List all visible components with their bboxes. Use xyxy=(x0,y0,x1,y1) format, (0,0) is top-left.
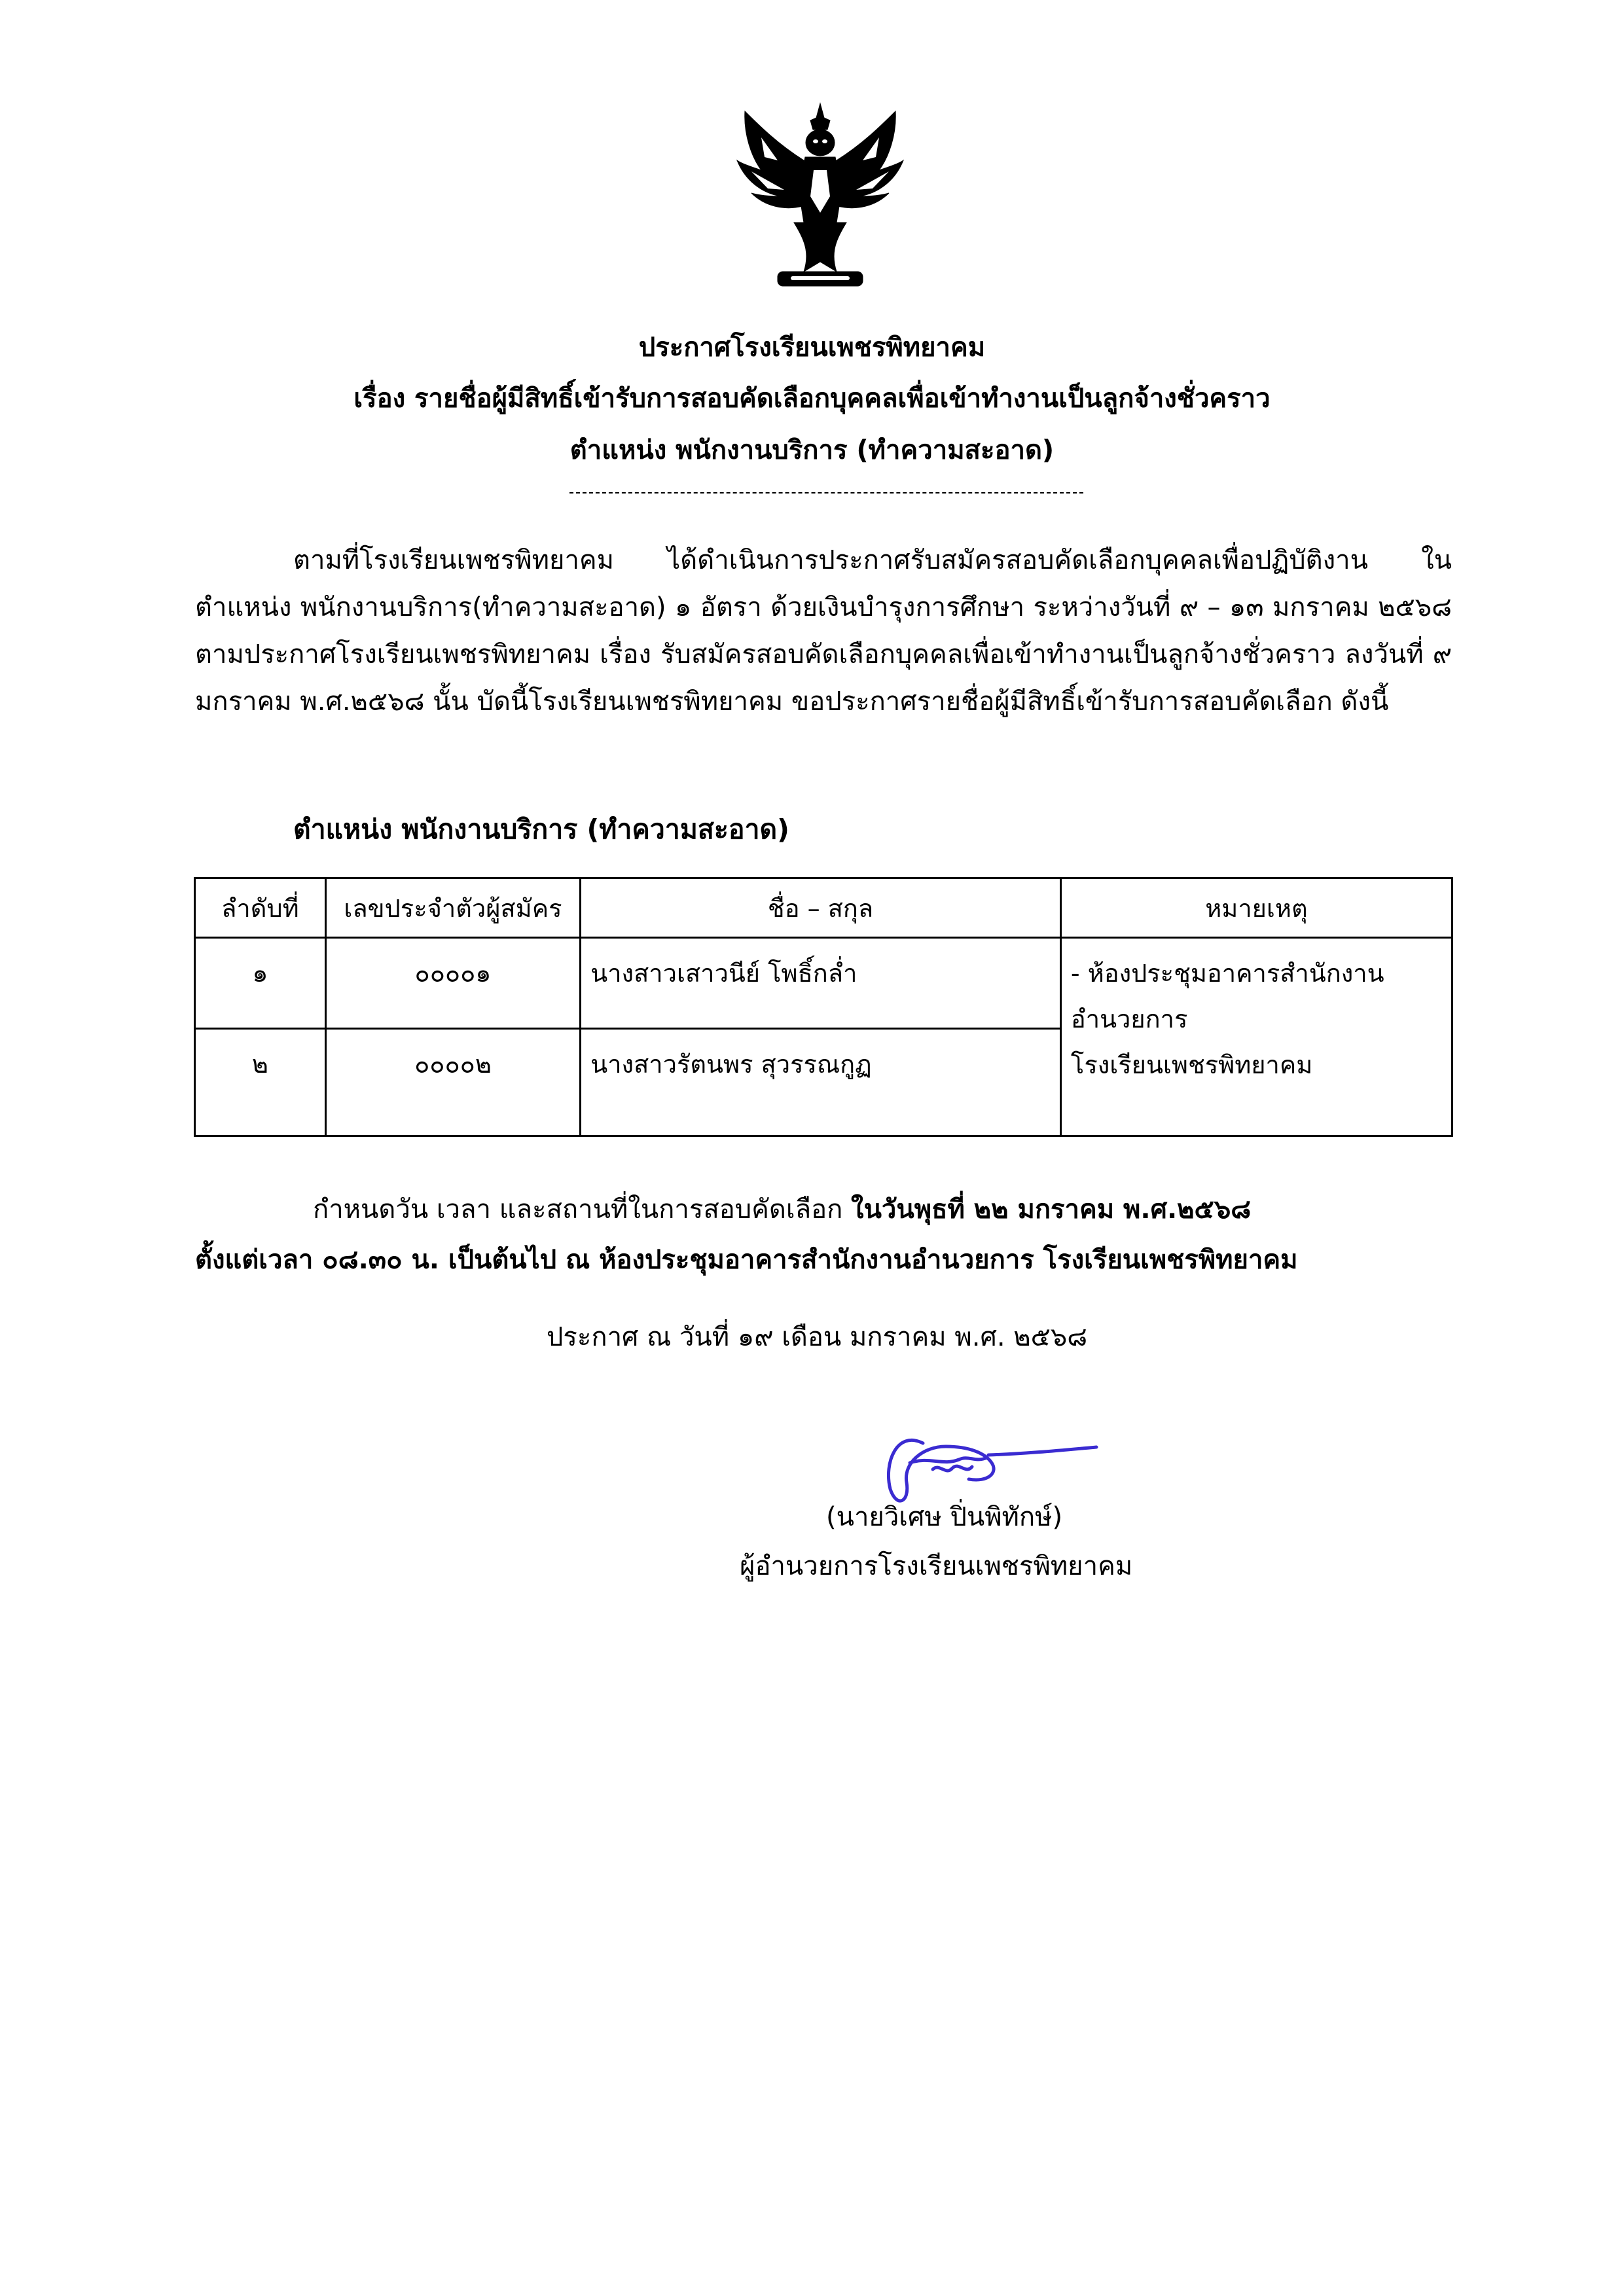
cell-applicant-id: ๐๐๐๐๑ xyxy=(325,938,580,1029)
body-paragraph: ตามที่โรงเรียนเพชรพิทยาคม ได้ดำเนินการประกาศรับสมัครสอบคัดเลือกบุคคลเพื่อปฏิบัติงาน ในตำแหน่ง พนักงานบริการ(ทำความสะอาด) ๑ อัตรา ด้วยเงินบำรุงการศึกษา ระหว่างวันที่ ๙ – ๑๓ มกราคม ๒๕๖๘ ตามประกาศโรงเรียนเพชรพิทยาคม เรื่อง รับสมัครสอบคัดเลือกบุคคลเพื่อเข้าทำงานเป็นลูกจ้างชั่วคราว ลงวันที่ ๙ มกราคม พ.ศ.๒๕๖๘ นั้น บัดนี้โรงเรียนเพชรพิทยาคม ขอประกาศรายชื่อผู้มีสิทธิ์เข้ารับการสอบคัดเลือก ดังนี้ xyxy=(195,545,1452,717)
col-header-applicant-id: เลขประจำตัวผู้สมัคร xyxy=(325,878,580,938)
signer-title: ผู้อำนวยการโรงเรียนเพชรพิทยาคม xyxy=(740,1551,1133,1581)
remark-line: - ห้องประชุมอาคารสำนักงาน xyxy=(1070,959,1384,988)
table-subheading: ตำแหน่ง พนักงานบริการ (ทำความสะอาด) xyxy=(293,814,789,845)
remark-line: อำนวยการ xyxy=(1070,1005,1188,1033)
table-header-row xyxy=(195,878,1453,938)
signer-name: (นายวิเศษ ปิ่นพิทักษ์) xyxy=(826,1502,1063,1532)
col-header-name: ชื่อ – สกุล xyxy=(581,878,1061,938)
garuda-emblem xyxy=(732,98,909,295)
remark-line: โรงเรียนเพชรพิทยาคม xyxy=(1070,1050,1313,1079)
announcement-subject: เรื่อง รายชื่อผู้มีสิทธิ์เข้ารับการสอบคัดเลือกบุคคลเพื่อเข้าทำงานเป็นลูกจ้างชั่วคราว xyxy=(353,384,1271,414)
cell-name: นางสาวเสาวนีย์ โพธิ์กล่ำ xyxy=(581,938,1061,1029)
col-header-remark: หมายเหตุ xyxy=(1060,878,1452,938)
cell-number: ๒ xyxy=(195,1029,326,1136)
cell-applicant-id: ๐๐๐๐๒ xyxy=(325,1029,580,1136)
cell-remark xyxy=(1060,938,1452,1136)
schedule-line-1 xyxy=(313,1188,1251,1230)
candidates-table xyxy=(194,877,1453,1137)
announcement-position: ตำแหน่ง พนักงานบริการ (ทำความสะอาด) xyxy=(569,435,1055,465)
col-header-number: ลำดับที่ xyxy=(195,878,326,938)
schedule-intro: กำหนดวัน เวลา และสถานที่ในการสอบคัดเลือก xyxy=(313,1194,852,1225)
cell-number: ๑ xyxy=(195,938,326,1029)
header-divider xyxy=(569,492,1083,493)
announced-date: ประกาศ ณ วันที่ ๑๙ เดือน มกราคม พ.ศ. ๒๕๖๘ xyxy=(547,1322,1088,1352)
announcement-title: ประกาศโรงเรียนเพชรพิทยาคม xyxy=(638,332,986,363)
schedule-date: ในวันพุธที่ ๒๒ มกราคม พ.ศ.๒๕๖๘ xyxy=(851,1194,1252,1225)
table-row xyxy=(195,938,1453,1029)
cell-name: นางสาวรัตนพร สุวรรณกูฏ xyxy=(581,1029,1061,1136)
schedule-line-2: ตั้งแต่เวลา ๐๘.๓๐ น. เป็นต้นไป ณ ห้องประชุมอาคารสำนักงานอำนวยการ โรงเรียนเพชรพิทยาคม xyxy=(195,1245,1298,1275)
